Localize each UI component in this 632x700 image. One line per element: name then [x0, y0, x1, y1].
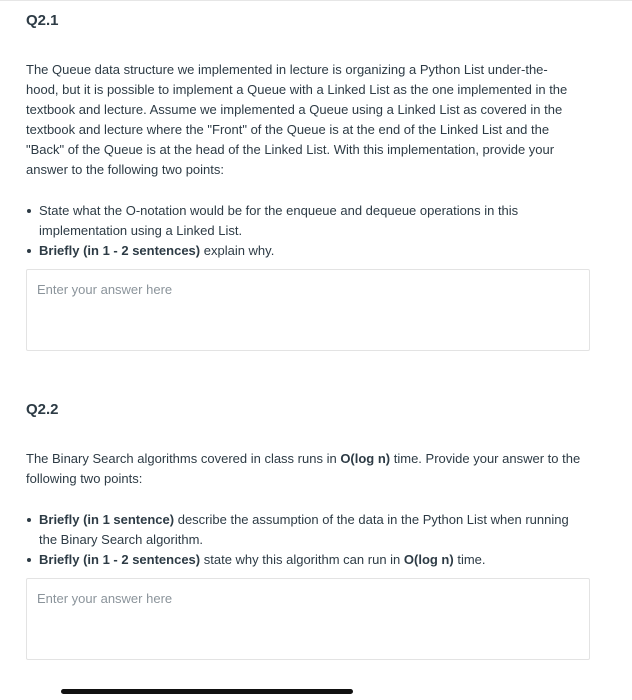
home-indicator[interactable]	[61, 689, 353, 694]
bullet-emphasis: Briefly (in 1 - 2 sentences)	[39, 552, 201, 567]
question-text-line: "Back" of the Queue is at the head of the Linked List. With this implementation, provide your	[26, 142, 555, 157]
bullet-text: the Binary Search algorithm.	[39, 532, 204, 547]
bullet-text: describe the assumption of the data in the Python List when running	[174, 512, 569, 527]
answer-textarea-q2-1[interactable]	[26, 269, 590, 351]
answer-placeholder: Enter your answer here	[37, 282, 173, 297]
question-text-line: The Queue data structure we implemented in lecture is organizing a Python List under-the-	[26, 62, 548, 77]
question-text-line: following two points:	[26, 471, 143, 486]
question-text-line: textbook and lecture where the "Front" of the Queue is at the end of the Linked List and the	[26, 122, 550, 137]
bullet-item	[26, 201, 592, 241]
bullet-item	[26, 550, 592, 570]
bullet-item	[26, 510, 592, 550]
question-text-q2-2	[26, 449, 592, 489]
bullet-emphasis: O(log n)	[403, 552, 454, 567]
bullet-text: implementation using a Linked List.	[39, 223, 243, 238]
question-text-line: hood, but it is possible to implement a Queue with a Linked List as the one implemented in the	[26, 82, 568, 97]
question-points-q2-2	[26, 510, 592, 570]
bullet-text	[39, 510, 592, 530]
bullet-emphasis: Briefly (in 1 - 2 sentences)	[39, 243, 201, 258]
bullet-text: state why this algorithm can run in	[200, 552, 404, 567]
bullet-emphasis: Briefly (in 1 sentence)	[39, 512, 175, 527]
top-divider	[0, 0, 632, 1]
question-title-q2-2: Q2.2	[26, 401, 59, 418]
answer-placeholder: Enter your answer here	[37, 591, 173, 606]
question-points-q2-1	[26, 201, 592, 261]
question-text-span: The Binary Search algorithms covered in class runs in	[26, 451, 341, 466]
answer-textarea-q2-2[interactable]	[26, 578, 590, 660]
question-text-line	[26, 449, 592, 469]
bullet-text: time.	[453, 552, 486, 567]
question-title-q2-1: Q2.1	[26, 12, 59, 29]
bullet-text: explain why.	[200, 243, 275, 258]
question-text-q2-1	[26, 60, 592, 180]
question-text-line: answer to the following two points:	[26, 162, 224, 177]
bullet-item	[26, 241, 592, 261]
question-text-line: textbook and lecture. Assume we implemented a Queue using a Linked List as covered in the	[26, 102, 563, 117]
question-text-span: time. Provide your answer to the	[390, 451, 581, 466]
question-text-emphasis: O(log n)	[340, 451, 391, 466]
bullet-text: State what the O-notation would be for the enqueue and dequeue operations in this	[39, 203, 519, 218]
